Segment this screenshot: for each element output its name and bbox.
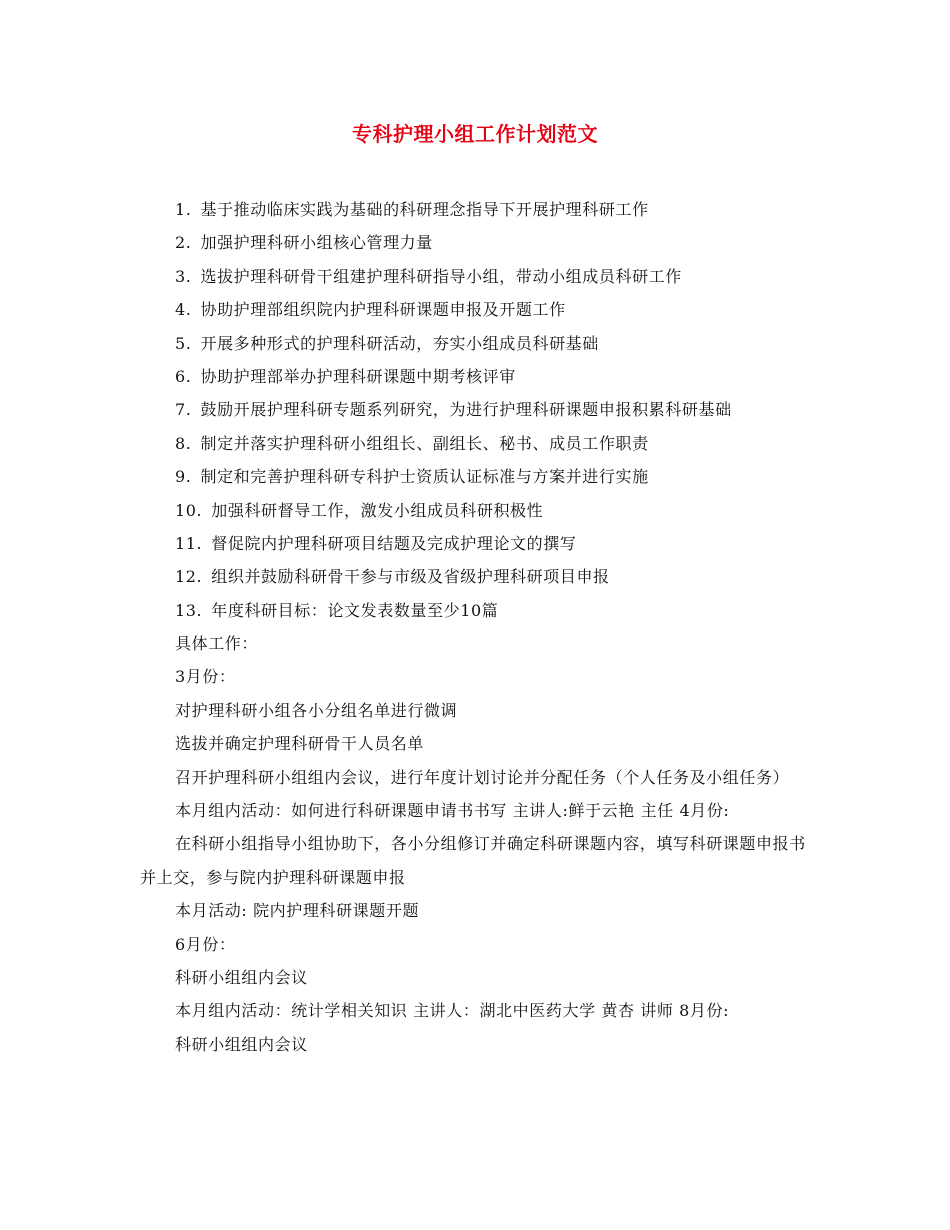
list-item [175, 293, 835, 326]
list-item [175, 460, 835, 493]
body-paragraph: 具体工作： [175, 634, 259, 653]
list-item [175, 360, 835, 393]
list-item-number: 13. [175, 600, 203, 620]
list-item-number: 11. [175, 533, 203, 553]
body-paragraph: 选拔并确定护理科研骨干人员名单 [175, 734, 425, 754]
list-item-text: 协助护理部组织院内护理科研课题申报及开题工作 [200, 300, 566, 320]
list-item-text: 督促院内护理科研项目结题及完成护理论文的撰写 [211, 533, 577, 553]
list-item [175, 327, 835, 360]
list-item [175, 494, 835, 527]
list-item [175, 193, 835, 226]
list-item [175, 260, 835, 293]
list-item [175, 560, 835, 593]
body-paragraph: 6月份： [175, 934, 236, 954]
list-item-text: 鼓励开展护理科研专题系列研究，为进行护理科研课题申报积累科研基础 [200, 400, 732, 420]
document-body [140, 627, 820, 1061]
list-item-number: 2. [175, 233, 192, 253]
list-item-number: 6. [175, 366, 192, 386]
list-item-text: 加强护理科研小组核心管理力量 [200, 233, 433, 253]
list-item-number: 1. [175, 200, 192, 219]
list-item-text: 组织并鼓励科研骨干参与市级及省级护理科研项目申报 [211, 567, 610, 587]
list-item [175, 427, 835, 460]
list-item-number: 7. [175, 400, 192, 420]
list-item-text: 协助护理部举办护理科研课题中期考核评审 [200, 366, 516, 386]
list-item [175, 594, 835, 627]
list-item [175, 527, 835, 560]
list-item-number: 10. [175, 500, 203, 520]
list-item-number: 5. [175, 333, 192, 353]
list-item-number: 3. [175, 266, 192, 286]
list-item-text: 开展多种形式的护理科研活动，夯实小组成员科研基础 [200, 333, 599, 353]
list-item-text: 制定和完善护理科研专科护士资质认证标准与方案并进行实施 [200, 467, 649, 487]
list-item-number: 12. [175, 567, 203, 587]
body-paragraph: 科研小组组内会议 [175, 1034, 308, 1054]
list-item-number: 4. [175, 300, 192, 320]
body-paragraph: 对护理科研小组各小分组名单进行微调 [175, 700, 458, 720]
body-paragraph: 本月活动: 院内护理科研课题开题 [175, 901, 420, 921]
list-item [175, 226, 835, 259]
body-paragraph: 召开护理科研小组组内会议，进行年度计划讨论并分配任务（个人任务及小组任务） [175, 767, 790, 787]
numbered-list [175, 193, 835, 627]
list-item [175, 393, 835, 426]
body-paragraph: 3月份： [175, 667, 236, 687]
body-paragraph: 本月组内活动：统计学相关知识 主讲人：湖北中医药大学 黄杏 讲师 8月份: [175, 1001, 730, 1021]
list-item-text: 制定并落实护理科研小组组长、副组长、秘书、成员工作职责 [200, 433, 649, 453]
list-item-text: 加强科研督导工作，激发小组成员科研积极性 [211, 500, 544, 520]
body-paragraph: 在科研小组指导小组协助下，各小分组修订并确定科研课题内容，填写科研课题申报书并上交，参与院内护理科研课题申报 [140, 834, 806, 887]
list-item-number: 9. [175, 467, 192, 487]
list-item-text: 选拔护理科研骨干组建护理科研指导小组，带动小组成员科研工作 [200, 266, 682, 286]
body-paragraph: 科研小组组内会议 [175, 968, 308, 988]
list-item-text: 基于推动临床实践为基础的科研理念指导下开展护理科研工作 [200, 200, 649, 219]
list-item-text: 年度科研目标：论文发表数量至少10篇 [211, 600, 499, 620]
document-title: 专科护理小组工作计划范文 [352, 122, 598, 146]
list-item-number: 8. [175, 433, 192, 453]
body-paragraph: 本月组内活动：如何进行科研课题申请书书写 主讲人:鲜于云艳 主任 4月份: [175, 801, 730, 821]
